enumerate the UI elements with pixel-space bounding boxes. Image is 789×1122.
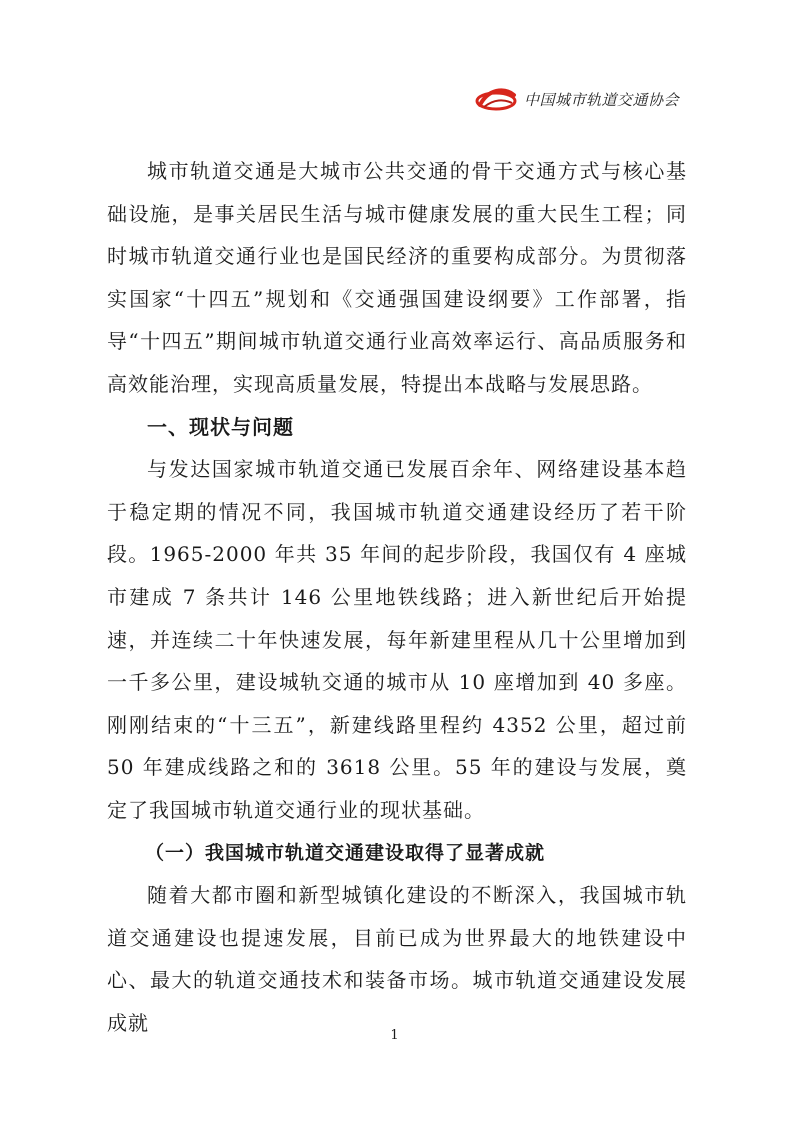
org-name: 中国城市轨道交通协会 [524, 90, 680, 109]
document-body [107, 150, 687, 1044]
page-number: 1 [390, 1028, 399, 1043]
association-logo-icon [474, 85, 518, 113]
subsection-heading: （一）我国城市轨道交通建设取得了显著成就 [145, 841, 546, 864]
intro-paragraph: 城市轨道交通是大城市公共交通的骨干交通方式与核心基础设施，是事关居民生活与城市健康发展的重大民生工程；同时城市轨道交通行业也是国民经济的重要构成部分。为贯彻落实国家“十四五”规划和《交通强国建设纲要》工作部署，指导“十四五”期间城市轨道交通行业高效率运行、高品质服务和高效能治理，实现高质量发展，特提出本战略与发展思路。 [107, 159, 687, 396]
header-logo [474, 82, 704, 116]
section-heading: 一、现状与问题 [147, 414, 294, 439]
status-paragraph: 与发达国家城市轨道交通已发展百余年、网络建设基本趋于稳定期的情况不同，我国城市轨道交通建设经历了若干阶段。1965-2000 年共 35 年间的起步阶段，我国仅有 4 座城市建成 7 条共计 146 公里地铁线路；进入新世纪后开始提速，并连续二十年快速发展，每年新建里程从几十公里增加到一千多公里，建设城轨交通的城市从 10 座增加到 40 多座。刚刚结束的“十三五”，新建线路里程约 4352 公里，超过前 50 年建成线路之和的 3618 公里。55 年的建设与发展，奠定了我国城市轨道交通行业的现状基础。 [107, 457, 687, 822]
achievement-paragraph: 随着大都市圈和新型城镇化建设的不断深入，我国城市轨道交通建设也提速发展，目前已成为世界最大的地铁建设中心、最大的轨道交通技术和装备市场。城市轨道交通建设发展成就 [107, 883, 687, 1035]
